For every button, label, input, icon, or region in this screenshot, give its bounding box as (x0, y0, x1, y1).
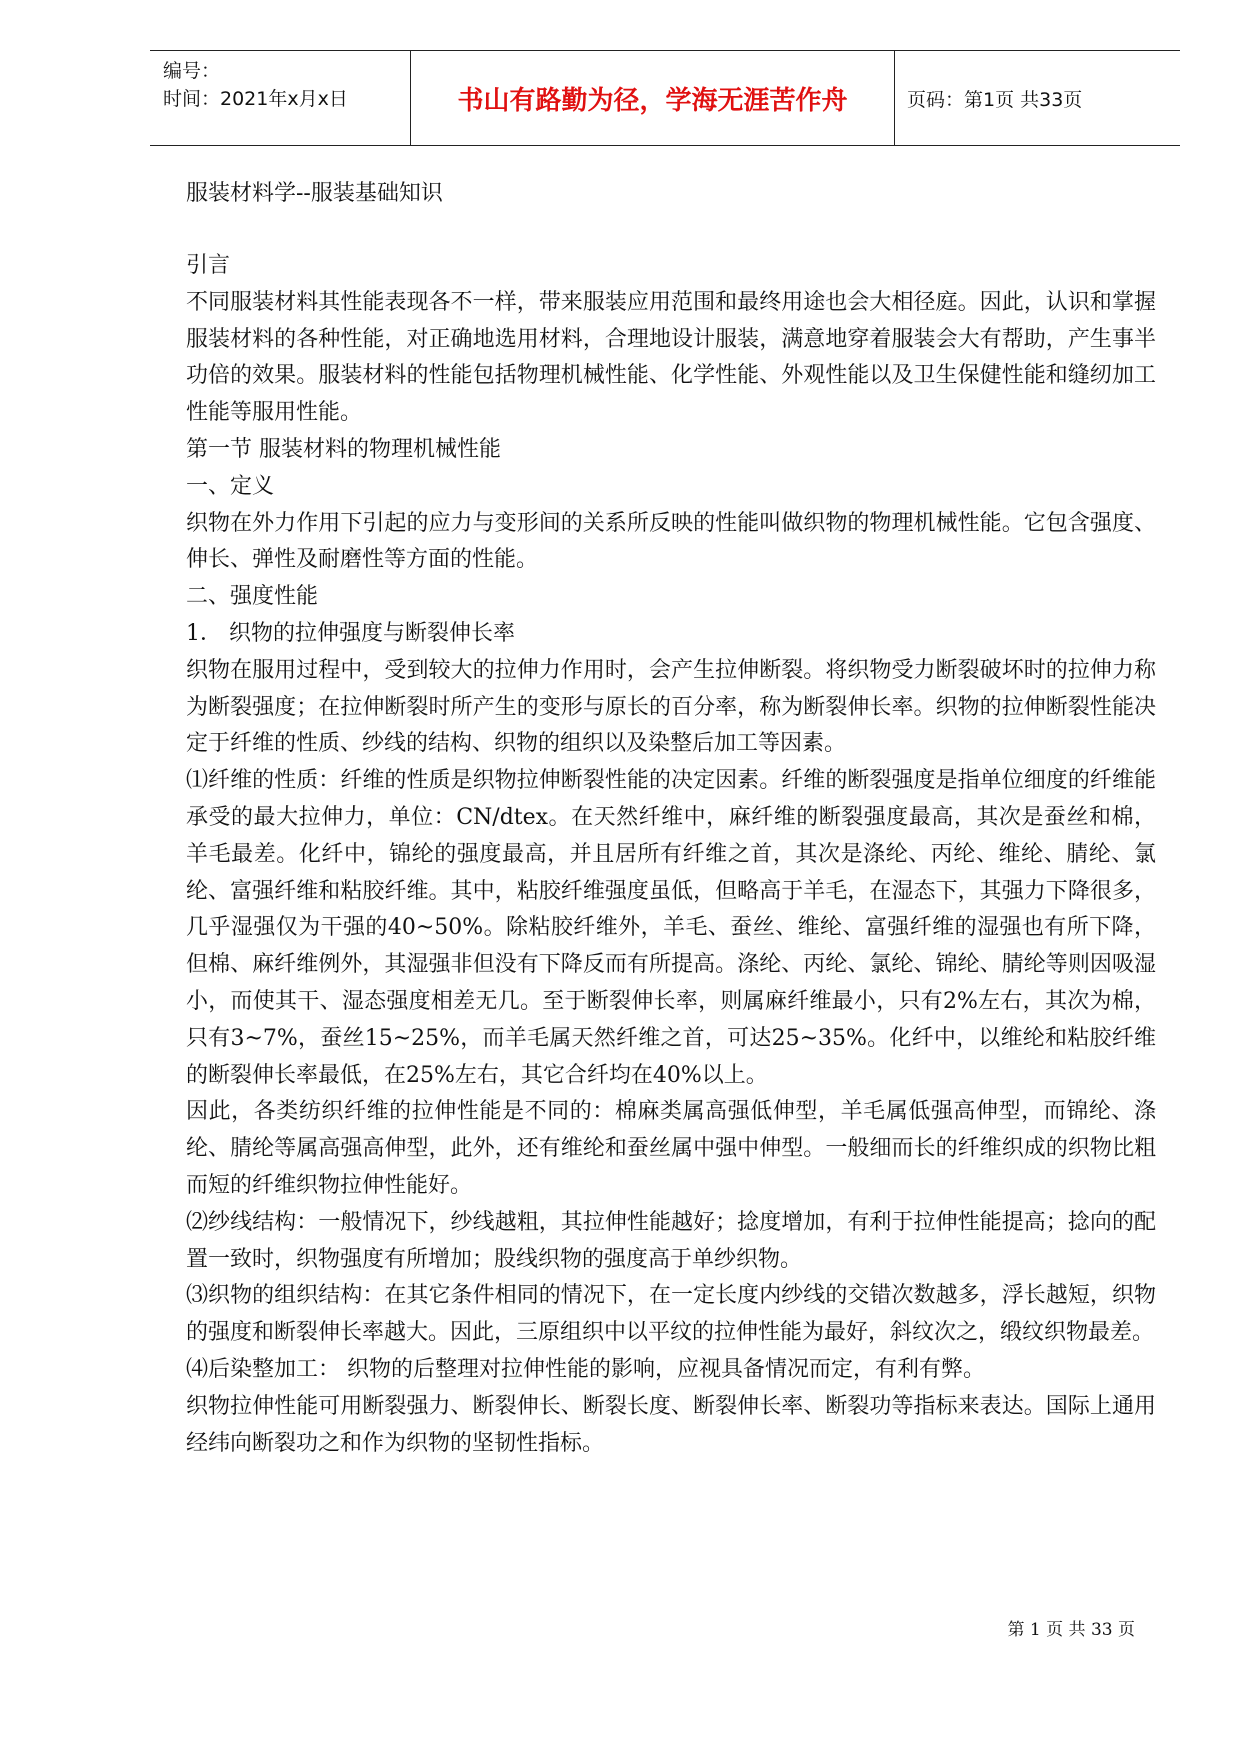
paragraph-tensile: 织物在服用过程中，受到较大的拉伸力作用时，会产生拉伸断裂。将织物受力断裂破坏时的拉伸力称为断裂强度；在拉伸断裂时所产生的变形与原长的百分率，称为断裂伸长率。织物的拉伸断裂性能决定于纤维的性质、纱线的结构、织物的组织以及染整后加工等因素。 (186, 657, 1156, 757)
header-motto: 书山有路勤为径，学海无涯苦作舟 (411, 51, 895, 145)
document-time-label: 时间：2021年x月x日 (163, 88, 348, 110)
paragraph-finishing: ⑷后染整加工： 织物的后整理对拉伸性能的影响，应视具备情况而定，有利有弊。 (186, 1356, 985, 1382)
header-page-number: 页码：第1页 共33页 (907, 88, 1083, 111)
heading-strength: 二、强度性能 (186, 584, 319, 610)
heading-definition: 一、定义 (186, 473, 275, 499)
paragraph-definition: 织物在外力作用下引起的应力与变形间的关系所反映的性能叫做织物的物理机械性能。它包含强度、伸长、弹性及耐磨性等方面的性能。 (186, 510, 1156, 573)
heading-introduction: 引言 (186, 253, 231, 278)
paragraph-fiber-properties: ⑴纤维的性质：纤维的性质是织物拉伸断裂性能的决定因素。纤维的断裂强度是指单位细度的纤维能承受的最大拉伸力，单位：CN/dtex。在天然纤维中，麻纤维的断裂强度最高，其次是蚕丝和棉，羊毛最差。化纤中，锦纶的强度最高，并且居所有纤维之首，其次是涤纶、丙纶、维纶、腈纶、氯纶、富强纤维和粘胶纤维。其中，粘胶纤维强度虽低，但略高于羊毛，在湿态下，其强力下降很多，几乎湿强仅为干强的40~50%。除粘胶纤维外，羊毛、蚕丝、维纶、富强纤维的湿强也有所下降，但棉、麻纤维例外，其湿强非但没有下降反而有所提高。涤纶、丙纶、氯纶、锦纶、腈纶等则因吸湿小，而使其干、湿态强度相差无几。至于断裂伸长率，则属麻纤维最小，只有2%左右，其次为棉，只有3~7%，蚕丝15~25%，而羊毛属天然纤维之首，可达25~35%。化纤中，以维纶和粘胶纤维的断裂伸长率最低，在25%左右，其它合纤均在40%以上。 (186, 768, 1156, 1088)
paragraph-weave-structure: ⑶织物的组织结构：在其它条件相同的情况下，在一定长度内纱线的交错次数越多，浮长越短，织物的强度和断裂伸长率越大。因此，三原组织中以平纹的拉伸性能为最好，斜纹次之，缎纹织物最差。 (186, 1283, 1156, 1346)
paragraph-introduction: 不同服装材料其性能表现各不一样，带来服装应用范围和最终用途也会大相径庭。因此，认识和掌握服装材料的各种性能，对正确地选用材料，合理地设计服装，满意地穿着服装会大有帮助，产生事半功倍的效果。服装材料的性能包括物理机械性能、化学性能、外观性能以及卫生保健性能和缝纫加工性能等服用性能。 (186, 289, 1156, 426)
page-footer: 第 1 页 共 33 页 (1007, 1620, 1135, 1640)
document-body (186, 176, 1156, 1462)
heading-section-1: 第一节 服装材料的物理机械性能 (186, 436, 501, 462)
page-header (150, 50, 1180, 146)
heading-tensile-strength: 1． 织物的拉伸强度与断裂伸长率 (186, 620, 515, 646)
document-title: 服装材料学--服装基础知识 (186, 181, 443, 206)
header-info-cell (150, 51, 411, 145)
paragraph-indicators: 织物拉伸性能可用断裂强力、断裂伸长、断裂长度、断裂伸长率、断裂功等指标来表达。国际上通用经纬向断裂功之和作为织物的坚韧性指标。 (186, 1393, 1156, 1456)
document-number-label: 编号： (163, 60, 221, 82)
paragraph-yarn-structure: ⑵纱线结构：一般情况下，纱线越粗，其拉伸性能越好；捻度增加，有利于拉伸性能提高；捻向的配置一致时，织物强度有所增加；股线织物的强度高于单纱织物。 (186, 1209, 1156, 1272)
paragraph-fiber-summary: 因此，各类纺织纤维的拉伸性能是不同的：棉麻类属高强低伸型，羊毛属低强高伸型，而锦纶、涤纶、腈纶等属高强高伸型，此外，还有维纶和蚕丝属中强中伸型。一般细而长的纤维织成的织物比粗而短的纤维织物拉伸性能好。 (186, 1099, 1156, 1198)
